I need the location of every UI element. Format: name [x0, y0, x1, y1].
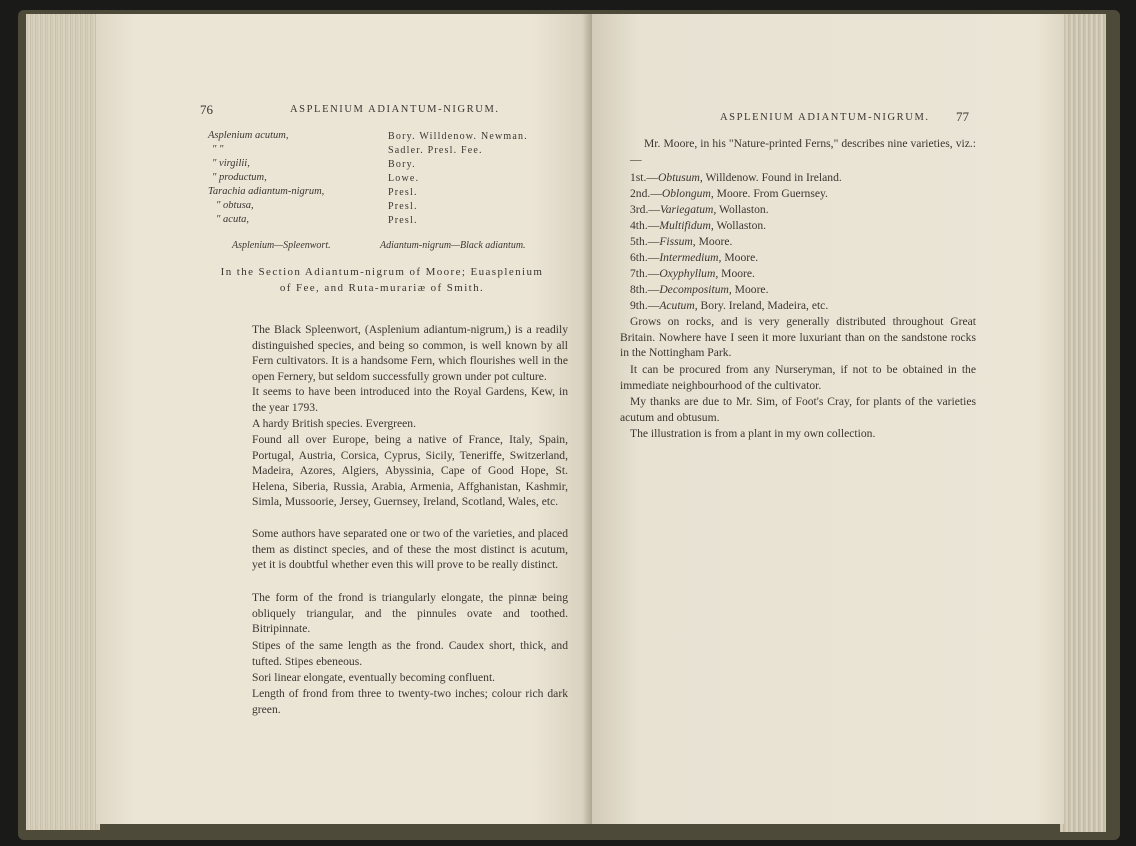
synonym-name: " acuta, [216, 214, 249, 225]
list-item: 5th.—Fissum, Moore. [630, 235, 733, 248]
intro-paragraph: Mr. Moore, in his "Nature-printed Ferns," describes nine varieties, viz.:— [630, 137, 976, 166]
list-item: 7th.—Oxyphyllum, Moore. [630, 267, 755, 280]
synonym-authority: Presl. [388, 201, 418, 212]
list-item: 3rd.—Variegatum, Wollaston. [630, 203, 769, 216]
caption-left: Asplenium—Spleenwort. [232, 240, 331, 251]
paragraph: It seems to have been introduced into the Royal Gardens, Kew, in the year 1793. [252, 385, 568, 414]
paragraph: Grows on rocks, and is very generally distributed throughout Great Britain. Nowhere have I seen it more luxuriant than on the sandstone rocks in the Nottingham Park. [620, 315, 976, 360]
paragraph: Stipes of the same length as the frond. Caudex short, thick, and tufted. Stipes ebeneous. [252, 639, 568, 668]
paragraph: My thanks are due to Mr. Sim, of Foot's Cray, for plants of the varieties acutum and obtusum. [620, 395, 976, 424]
synonym-authority: Presl. [388, 215, 418, 226]
page-number: 77 [956, 109, 969, 124]
synonym-authority: Presl. [388, 187, 418, 198]
right-page [592, 14, 1064, 824]
paragraph: It can be procured from any Nurseryman, if not to be obtained in the immediate neighbourhood of the cultivator. [620, 363, 976, 392]
synonym-name: " " [212, 144, 224, 155]
paragraph: Length of frond from three to twenty-two inches; colour rich dark green. [252, 687, 568, 716]
paragraph: The illustration is from a plant in my own collection. [630, 427, 876, 440]
page-number: 76 [200, 102, 213, 117]
left-page [96, 14, 592, 824]
paragraph: The Black Spleenwort, (Asplenium adiantum-nigrum,) is a readily distinguished species, and being so common, is well known by all Fern cultivators. It is a handsome Fern, which flourishes well in the open Fernery, but seldom successfully grown under pot culture. [252, 323, 568, 383]
list-item: 9th.—Acutum, Bory. Ireland, Madeira, etc. [630, 299, 829, 312]
list-item: 6th.—Intermedium, Moore. [630, 251, 759, 264]
synonym-name: Tarachia adiantum-nigrum, [208, 186, 325, 197]
list-item: 2nd.—Oblongum, Moore. From Guernsey. [630, 187, 828, 200]
synonym-authority: Bory. Willdenow. Newman. [388, 131, 528, 142]
page-edges-right [1060, 14, 1106, 832]
paragraph: Found all over Europe, being a native of France, Italy, Spain, Portugal, Austria, Corsica, Cyprus, Sicily, Teneriffe, Switzerland, Madeira, Azores, Algiers, Abyssinia, Cape of Good Hope, St. Helena, Siberia, Russia, Arabia, Armenia, Affghanistan, Kashmir, Simla, Mussoorie, Jersey, Guernsey, Ireland, Scotland, Wales, etc. [252, 433, 568, 509]
paragraph: Sori linear elongate, eventually becoming confluent. [252, 671, 496, 684]
section-heading-line-2: of Fee, and Ruta-murariæ of Smith. [279, 282, 485, 294]
synonym-name: " productum, [212, 172, 267, 183]
synonym-authority: Sadler. Presl. Fee. [388, 145, 483, 156]
section-heading-line-1: In the Section Adiantum-nigrum of Moore; Euasplenium [220, 266, 544, 278]
list-item: 1st.—Obtusum, Willdenow. Found in Ireland. [630, 171, 842, 184]
synonym-name: " obtusa, [216, 200, 254, 211]
paragraph: The form of the frond is triangularly elongate, the pinnæ being obliquely triangular, and the pinnules ovate and toothed. Bitripinnate. [252, 591, 568, 636]
paragraph: Some authors have separated one or two of the varieties, and placed them as distinct species, and of these the most distinct is acutum, yet it is doubtful whether even this will prove to be really distinct. [252, 527, 568, 572]
page-edges-left [26, 14, 100, 830]
paragraph: A hardy British species. Evergreen. [252, 417, 416, 430]
synonym-authority: Bory. [388, 159, 416, 170]
synonym-authority: Lowe. [388, 173, 420, 184]
synonym-name: Asplenium acutum, [208, 130, 289, 141]
running-header: ASPLENIUM ADIANTUM-NIGRUM. [290, 104, 500, 115]
list-item: 8th.—Decompositum, Moore. [630, 283, 769, 296]
caption-right: Adiantum-nigrum—Black adiantum. [380, 240, 526, 251]
running-header: ASPLENIUM ADIANTUM-NIGRUM. [720, 112, 930, 123]
synonym-name: " virgilii, [212, 158, 250, 169]
list-item: 4th.—Multifidum, Wollaston. [630, 219, 767, 232]
